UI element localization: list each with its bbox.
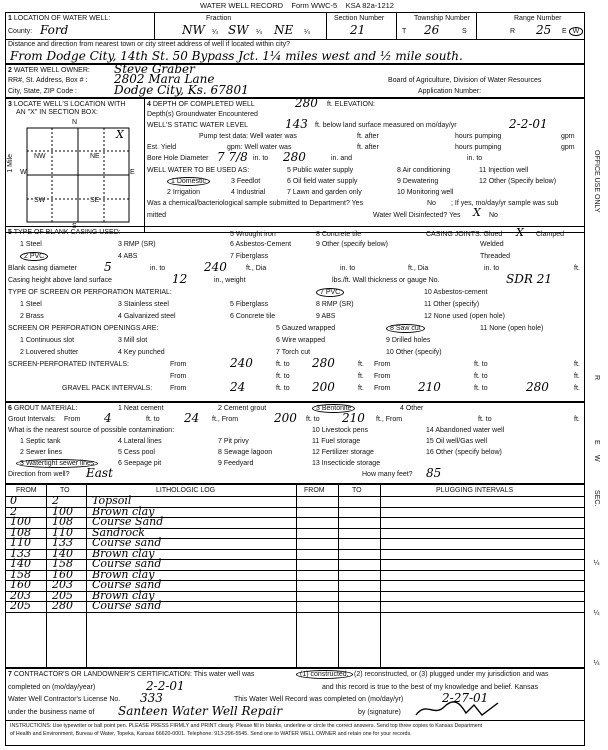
depth-label: 4 DEPTH OF COMPLETED WELL xyxy=(147,101,255,108)
quarter-1-frac: ¼ xyxy=(212,29,218,36)
disinfected-label: Water Well Disinfected? Yes xyxy=(373,212,461,219)
log-from-cell: 110 xyxy=(10,536,31,549)
open-louvered[interactable]: 2 Louvered shutter xyxy=(20,349,79,356)
office-use-label: OFFICE USE ONLY xyxy=(593,150,601,213)
signature-mark xyxy=(412,699,502,719)
perf-from-label-4: From xyxy=(374,373,391,380)
gravel-to-value: 200 xyxy=(312,380,335,394)
screen-asbestos[interactable]: 10 Asbestos-cement xyxy=(424,289,488,296)
screen-steel[interactable]: 1 Steel xyxy=(20,301,42,308)
log-to-cell: 205 xyxy=(52,588,73,602)
open-gauzed[interactable]: 5 Gauzed wrapped xyxy=(276,325,336,332)
depth-value: 280 xyxy=(295,96,318,110)
open-drilled[interactable]: 9 Drilled holes xyxy=(386,337,431,344)
log-plugging-header: PLUGGING INTERVALS xyxy=(436,487,514,494)
perf-ft: ft. xyxy=(358,361,364,368)
screen-pvc[interactable]: 7 PVC xyxy=(316,289,344,297)
elevation-label: ft. ELEVATION: xyxy=(327,101,375,108)
log-from-cell: 100 xyxy=(10,515,31,528)
township-label: Township Number xyxy=(414,15,471,22)
instructions-line-1: INSTRUCTIONS: Use typewriter or ball point pen. PLEASE PRESS FIRMLY and PRINT clearly. Please fill in blanks, underline or circle the correct answers. Send top three copies to Kansas Department xyxy=(10,723,483,729)
open-wire[interactable]: 6 Wire wrapped xyxy=(276,337,326,344)
gravel-to-label: ft. to xyxy=(276,385,290,392)
contam-feedyard[interactable]: 9 Feedyard xyxy=(218,460,254,467)
grid-nw: NW xyxy=(34,153,46,160)
screen-fiberglass[interactable]: 5 Fiberglass xyxy=(230,301,269,308)
board-label: Board of Agriculture, Division of Water Resources xyxy=(388,77,542,84)
business-value: Santeen Water Well Repair xyxy=(118,704,283,718)
casing-abs[interactable]: 4 ABS xyxy=(118,253,138,260)
location-label: 1 LOCATION OF WATER WELL: xyxy=(8,15,111,22)
fraction-label: Fraction xyxy=(206,15,232,22)
use-monitoring[interactable]: 10 Monitoring well xyxy=(397,189,454,196)
open-mill[interactable]: 3 Mill slot xyxy=(118,337,148,344)
application-label: Application Number: xyxy=(418,88,482,95)
use-injection[interactable]: 11 Injection well xyxy=(479,167,529,174)
range-label: Range Number xyxy=(514,15,562,22)
use-irrigation[interactable]: 2 Irrigation xyxy=(167,189,201,196)
quarter-2: SW xyxy=(228,23,249,37)
cert-constructed[interactable]: (1) constructed, xyxy=(296,671,353,679)
section-7-certification xyxy=(5,668,585,746)
quarter-2-frac: ¼ xyxy=(256,29,262,36)
screen-other[interactable]: 11 Other (specify) xyxy=(424,301,480,308)
section-label: Section Number xyxy=(334,15,385,22)
use-other[interactable]: 12 Other (Specify below) xyxy=(479,178,557,185)
perf-ft-3: ft. xyxy=(358,373,364,380)
record-completed: This Water Well Record was completed on (mo/day/yr) xyxy=(234,696,404,703)
screen-galvanized[interactable]: 4 Galvanized steel xyxy=(118,313,176,320)
use-public[interactable]: 5 Public water supply xyxy=(287,167,354,174)
use-feedlot[interactable]: 3 Feedlot xyxy=(231,178,261,185)
direction-value: East xyxy=(86,466,113,480)
height-label: Casing height above land surface xyxy=(8,277,112,284)
log-lithology-cell: Course sand xyxy=(92,599,162,612)
section-grid xyxy=(26,127,130,223)
grout-to-label: ft. to xyxy=(146,416,160,423)
address-label: RR#, St. Address, Box # : xyxy=(8,77,88,84)
location-mark: X xyxy=(116,128,124,141)
range-r: R xyxy=(510,28,516,35)
table-row xyxy=(6,599,584,613)
grout-to-label-2: ft. to xyxy=(306,416,320,423)
open-continuous[interactable]: 1 Continuous slot xyxy=(20,337,75,344)
bore-in-to: in. to xyxy=(253,155,269,162)
log-to-cell: 133 xyxy=(52,536,73,549)
chem-if-yes: ; If yes, mo/day/yr sample was sub xyxy=(451,200,559,207)
perf-from-label-3: From xyxy=(170,373,187,380)
gravel-from-label-2: From xyxy=(374,385,391,392)
contam-oilgas[interactable]: 15 Oil well/Gas well xyxy=(426,438,488,445)
use-lawn[interactable]: 7 Lawn and garden only xyxy=(287,189,362,196)
diameter-in-to: in. to xyxy=(150,265,166,272)
log-to-cell: 280 xyxy=(52,599,73,612)
use-air[interactable]: 8 Air conditioning xyxy=(397,167,451,174)
log-from-cell: 108 xyxy=(10,525,31,539)
gravel-to-label-2: ft. to xyxy=(474,385,488,392)
log-from-cell: 158 xyxy=(10,567,31,581)
log-lithology-cell: Brown clay xyxy=(92,567,155,581)
diameter-label: Blank casing diameter xyxy=(8,265,77,272)
yield-label: Est. Yield xyxy=(147,144,177,151)
log-lithology-cell: Course sand xyxy=(92,578,162,591)
grout-neat[interactable]: 1 Neat cement xyxy=(118,405,164,412)
screen-abs[interactable]: 9 ABS xyxy=(316,313,336,320)
form-title-text: WATER WELL RECORD xyxy=(200,1,284,10)
log-lithology-cell: Topsoil xyxy=(92,494,132,507)
log-lithology-cell: Course Sand xyxy=(92,515,164,528)
bore-in-to-2: in. to xyxy=(467,155,483,162)
casing-rmp[interactable]: 3 RMP (SR) xyxy=(118,241,156,248)
direction-label: Direction from well? xyxy=(8,471,70,478)
perforated-label: SCREEN-PERFORATED INTERVALS: xyxy=(8,361,129,368)
log-to-cell: 160 xyxy=(52,567,73,581)
range-value: 25 xyxy=(536,23,552,37)
county-value: Ford xyxy=(40,23,69,37)
disinfected-mark: X xyxy=(473,206,481,219)
grid-sw: SW xyxy=(34,197,46,204)
bore-in-and: in. and xyxy=(331,155,353,162)
static-value: 143 xyxy=(285,117,308,131)
use-oilfield[interactable]: 6 Oil field water supply xyxy=(287,178,358,185)
screen-label: TYPE OF SCREEN OR PERFORATION MATERIAL: xyxy=(8,289,172,296)
ksa-number: KSA 82a-1212 xyxy=(345,1,394,10)
pump-gpm: gpm xyxy=(561,133,575,140)
contam-watertight[interactable]: 3 Watertight sewer lines xyxy=(16,460,98,468)
static-label: WELL'S STATIC WATER LEVEL xyxy=(147,122,249,129)
grout-to-value-2: 210 xyxy=(342,411,365,425)
locate-label: 3 LOCATE WELL'S LOCATION WITH xyxy=(8,101,126,108)
section-3-locate xyxy=(5,98,145,233)
grout-from-value: 4 xyxy=(104,411,112,425)
log-lithology-cell: Brown clay xyxy=(92,504,155,518)
section-6-grout xyxy=(5,402,585,484)
grout-other[interactable]: 4 Other xyxy=(400,405,424,412)
form-title xyxy=(200,2,394,11)
casing-steel[interactable]: 1 Steel xyxy=(20,241,42,248)
joints-label: CASING JOINTS: Glued xyxy=(426,231,503,238)
quarter-3-frac: ¼ xyxy=(304,29,310,36)
yield-hours: hours pumping xyxy=(455,144,502,151)
use-dewatering[interactable]: 9 Dewatering xyxy=(397,178,439,185)
license-value: 333 xyxy=(140,691,163,705)
diameter-ft-dia: ft., Dia xyxy=(246,265,267,272)
owner-value: Steve Graber xyxy=(114,62,195,76)
side-e: E xyxy=(593,440,601,445)
sdr-value: SDR 21 xyxy=(506,272,552,286)
grout-from-label: From xyxy=(64,416,81,423)
cert-label: 7 CONTRACTOR'S OR LANDOWNER'S CERTIFICATION: This water well was xyxy=(8,671,255,678)
pump-label: Pump test data: Well water was xyxy=(199,133,297,140)
log-from-cell: 140 xyxy=(10,557,31,570)
howmany-label: How many feet? xyxy=(362,471,413,478)
log-from-cell: 133 xyxy=(10,546,31,560)
diameter-to-value: 240 xyxy=(204,260,227,274)
grout-to-label-3: ft. to xyxy=(478,416,492,423)
side-q2: ¼ xyxy=(593,610,601,617)
grout-label: 6 GROUT MATERIAL: xyxy=(8,405,78,412)
log-to-cell: 108 xyxy=(52,515,73,528)
gravel-ft-2: ft. xyxy=(574,385,580,392)
log-to2-header: TO xyxy=(352,487,362,494)
joints-threaded[interactable]: Threaded xyxy=(480,253,510,260)
grout-ft-from-2: ft., From xyxy=(376,416,403,423)
open-other[interactable]: 10 Other (specify) xyxy=(386,349,442,356)
casing-other[interactable]: 9 Other (specify below) xyxy=(316,241,388,248)
log-from-cell: 205 xyxy=(10,599,31,612)
locate-label-2: AN "X" IN SECTION BOX: xyxy=(16,109,98,116)
log-from2-header: FROM xyxy=(304,487,325,494)
disinfected-no[interactable]: No xyxy=(489,212,498,219)
screen-none[interactable]: 12 None used (open hole) xyxy=(424,313,505,320)
static-date: 2-2-01 xyxy=(509,117,548,131)
use-label: WELL WATER TO BE USED AS: xyxy=(147,167,250,174)
record-date: 2-27-01 xyxy=(442,691,489,705)
gravel-label: GRAVEL PACK INTERVALS: xyxy=(62,385,153,392)
city-value: Dodge City, Ks. 67801 xyxy=(114,83,249,97)
log-lithology-cell: Course sand xyxy=(92,536,162,549)
log-to-cell: 203 xyxy=(52,578,73,591)
quarter-3: NE xyxy=(274,23,294,37)
log-from-cell: 160 xyxy=(10,578,31,591)
height-value: 12 xyxy=(172,272,188,286)
perf-to-label: ft. to xyxy=(276,361,290,368)
joints-clamped[interactable]: Clamped xyxy=(536,231,565,238)
contam-septic[interactable]: 1 Septic tank xyxy=(20,438,61,445)
casing-asbestos[interactable]: 6 Asbestos-Cement xyxy=(230,241,292,248)
yield-gpm: gpm: Well water was xyxy=(227,144,292,151)
perf-to-label-4: ft. to xyxy=(474,373,488,380)
contam-sewer[interactable]: 2 Sewer lines xyxy=(20,449,63,456)
perf-from-label-2: From xyxy=(374,361,391,368)
signature-label: by (signature) xyxy=(358,709,401,716)
gravel-from-value-2: 210 xyxy=(418,380,441,394)
grid-ne: NE xyxy=(90,153,100,160)
gravel-to-value-2: 280 xyxy=(526,380,549,394)
gravel-from-value: 24 xyxy=(230,380,246,394)
cert-rest: (2) reconstructed, or (3) plugged under my jurisdiction and was xyxy=(354,671,549,678)
height-in-weight: in., weight xyxy=(214,277,246,284)
use-domestic[interactable]: 1 Domestic xyxy=(167,178,210,186)
section-2-owner xyxy=(5,64,585,98)
open-none[interactable]: 11 None (open hole) xyxy=(480,325,544,332)
joints-mark: X xyxy=(516,226,524,239)
grid-west: W xyxy=(20,169,27,176)
perf-to-label-3: ft. to xyxy=(276,373,290,380)
contam-cess[interactable]: 5 Cess pool xyxy=(118,449,155,456)
openings-label: SCREEN OR PERFORATION OPENINGS ARE: xyxy=(8,325,159,332)
township-value: 26 xyxy=(424,23,440,37)
perf-ft-2: ft. xyxy=(574,361,580,368)
contam-other[interactable]: 16 Other (specify below) xyxy=(426,449,502,456)
completed-value: 2-2-01 xyxy=(146,679,185,693)
grout-intervals-label: Grout Intervals: xyxy=(8,416,56,423)
form-number: Form WWC-5 xyxy=(291,1,338,10)
grout-ft-from: ft., From xyxy=(212,416,239,423)
mitted-label: mitted xyxy=(147,212,167,219)
diameter-in-to-2: in. to xyxy=(340,265,356,272)
screen-concrete[interactable]: 6 Concrete tile xyxy=(230,313,276,320)
log-lithology-cell: Course sand xyxy=(92,557,162,570)
license-label: Water Well Contractor's License No. xyxy=(8,696,121,703)
quarter-1: NW xyxy=(182,23,205,37)
side-q1: ¼ xyxy=(593,560,601,567)
log-to-cell: 2 xyxy=(52,494,59,507)
contam-seepage[interactable]: 6 Seepage pit xyxy=(118,460,162,467)
mile-label: 1 Mile xyxy=(7,154,14,173)
log-lithology-header: LITHOLOGIC LOG xyxy=(156,487,216,494)
range-ew: E W xyxy=(562,28,583,36)
contamination-label: What is the nearest source of possible contamination: xyxy=(8,427,175,434)
completed-label: completed on (mo/day/year) xyxy=(8,684,96,691)
open-key[interactable]: 4 Key punched xyxy=(118,349,165,356)
chem-no[interactable]: No xyxy=(427,200,436,207)
grid-south: S xyxy=(72,223,77,230)
log-lithology-cell: Brown clay xyxy=(92,588,155,602)
city-label: City, State, ZIP Code : xyxy=(8,88,77,95)
contam-insecticide[interactable]: 13 Insecticide storage xyxy=(312,460,381,467)
grout-bentonite[interactable]: 3 Bentonite xyxy=(312,405,355,413)
grout-ft-3: ft. xyxy=(574,416,580,423)
contam-privy[interactable]: 7 Pit privy xyxy=(218,438,249,445)
log-to-cell: 158 xyxy=(52,557,73,570)
distance-value: From Dodge City, 14th St. 50 Bypass Jct. 1¼ miles west and ½ mile south. xyxy=(10,49,463,63)
perf-ft-4: ft. xyxy=(574,373,580,380)
open-torch[interactable]: 7 Torch cut xyxy=(276,349,311,356)
open-sawcut[interactable]: 8 Saw cut xyxy=(386,325,425,333)
yield-gpm-2: gpm xyxy=(561,144,575,151)
instructions-line-2: of Health and Environment, Bureau of Water, Topeka, Kansas 66620-0001. Telephone: 913-296-5545. Send one to WATER WELL OWNER and retain one for your records. xyxy=(10,731,412,737)
yield-ft-after: ft. after xyxy=(357,144,379,151)
grout-to-value: 24 xyxy=(184,411,200,425)
log-table xyxy=(5,484,585,668)
grid-north: N xyxy=(72,119,78,126)
screen-rmp[interactable]: 8 RMP (SR) xyxy=(316,301,354,308)
height-lbs: lbs./ft. Wall thickness or gauge No. xyxy=(332,277,440,284)
casing-label: 5 TYPE OF BLANK CASING USED: xyxy=(8,229,121,236)
address-value: 2802 Mara Lane xyxy=(114,72,215,86)
casing-pvc[interactable]: 2 PVC xyxy=(20,253,48,261)
screen-brass[interactable]: 2 Brass xyxy=(20,313,44,320)
casing-wrought[interactable]: 5 Wrought iron xyxy=(230,231,276,238)
use-industrial[interactable]: 4 Industrial xyxy=(231,189,266,196)
perf-from-value: 240 xyxy=(230,356,253,370)
side-w: W xyxy=(593,455,601,462)
diameter-ft-dia-2: ft., Dia xyxy=(408,265,429,272)
chem-label: Was a chemical/bacteriological sample submitted to Department? Yes xyxy=(147,200,364,207)
distance-label: Distance and direction from nearest town or city street address of well if located within city? xyxy=(8,41,291,48)
gravel-ft: ft. xyxy=(358,385,364,392)
pump-hours: hours pumping xyxy=(455,133,502,140)
perf-to-label-2: ft. to xyxy=(474,361,488,368)
diameter-ft: ft. xyxy=(574,265,580,272)
diameter-in-to-3: in. to xyxy=(484,265,500,272)
county-label: County: xyxy=(8,28,33,35)
log-from-header: FROM xyxy=(16,487,37,494)
contam-abandoned[interactable]: 14 Abandoned water well xyxy=(426,427,505,434)
bore-to-value: 280 xyxy=(283,150,306,164)
side-r: R xyxy=(593,375,601,381)
groundwater-label: Depth(s) Groundwater Encountered xyxy=(147,111,258,118)
joints-welded[interactable]: Welded xyxy=(480,241,504,248)
section-4-well xyxy=(145,98,585,233)
contam-fuel[interactable]: 11 Fuel storage xyxy=(312,438,361,445)
business-label: under the business name of xyxy=(8,709,95,716)
township-t: T xyxy=(402,28,407,35)
record-true: and this record is true to the best of my knowledge and belief. Kansas xyxy=(322,684,538,691)
owner-label: 2 WATER WELL OWNER: xyxy=(8,67,90,74)
static-tail: ft. below land surface measured on mo/day/yr xyxy=(315,122,457,129)
log-from-cell: 203 xyxy=(10,588,31,602)
contam-fertilizer[interactable]: 12 Fertilizer storage xyxy=(312,449,374,456)
grout-from-value-2: 200 xyxy=(274,411,297,425)
log-to-header: TO xyxy=(60,487,70,494)
grid-se: SE xyxy=(90,197,100,204)
side-q3: ¼ xyxy=(593,660,601,667)
log-to-cell: 100 xyxy=(52,504,73,518)
township-s: S xyxy=(462,28,467,35)
grid-east: E xyxy=(130,169,135,176)
bore-label: Bore Hole Diameter xyxy=(147,155,209,162)
log-lithology-cell: Sandrock xyxy=(92,525,145,539)
contam-lateral[interactable]: 4 Lateral lines xyxy=(118,438,162,445)
diameter-value: 5 xyxy=(104,260,112,274)
grout-cement[interactable]: 2 Cement grout xyxy=(218,405,267,412)
perf-to-value: 280 xyxy=(312,356,335,370)
log-to-cell: 110 xyxy=(52,525,73,539)
section-5-casing xyxy=(5,226,585,402)
casing-fiberglass[interactable]: 7 Fiberglass xyxy=(230,253,269,260)
howmany-value: 85 xyxy=(426,466,442,480)
casing-concrete[interactable]: 8 Concrete tile xyxy=(316,231,362,238)
bore-value: 7 7/8 xyxy=(217,150,248,164)
side-sec: SEC. xyxy=(593,490,601,507)
log-from-cell: 2 xyxy=(10,504,17,518)
pump-ft-after: ft. after xyxy=(357,133,379,140)
perf-from-label: From xyxy=(170,361,187,368)
section-value: 21 xyxy=(350,23,366,37)
log-lithology-cell: Brown clay xyxy=(92,546,155,560)
screen-stainless[interactable]: 3 Stainless steel xyxy=(118,301,169,308)
log-from-cell: 0 xyxy=(10,494,17,507)
section-1-location xyxy=(5,12,585,64)
gravel-from-label: From xyxy=(170,385,187,392)
contam-livestock[interactable]: 10 Livestock pens xyxy=(312,427,369,434)
contam-lagoon[interactable]: 8 Sewage lagoon xyxy=(218,449,273,456)
log-to-cell: 140 xyxy=(52,546,73,560)
